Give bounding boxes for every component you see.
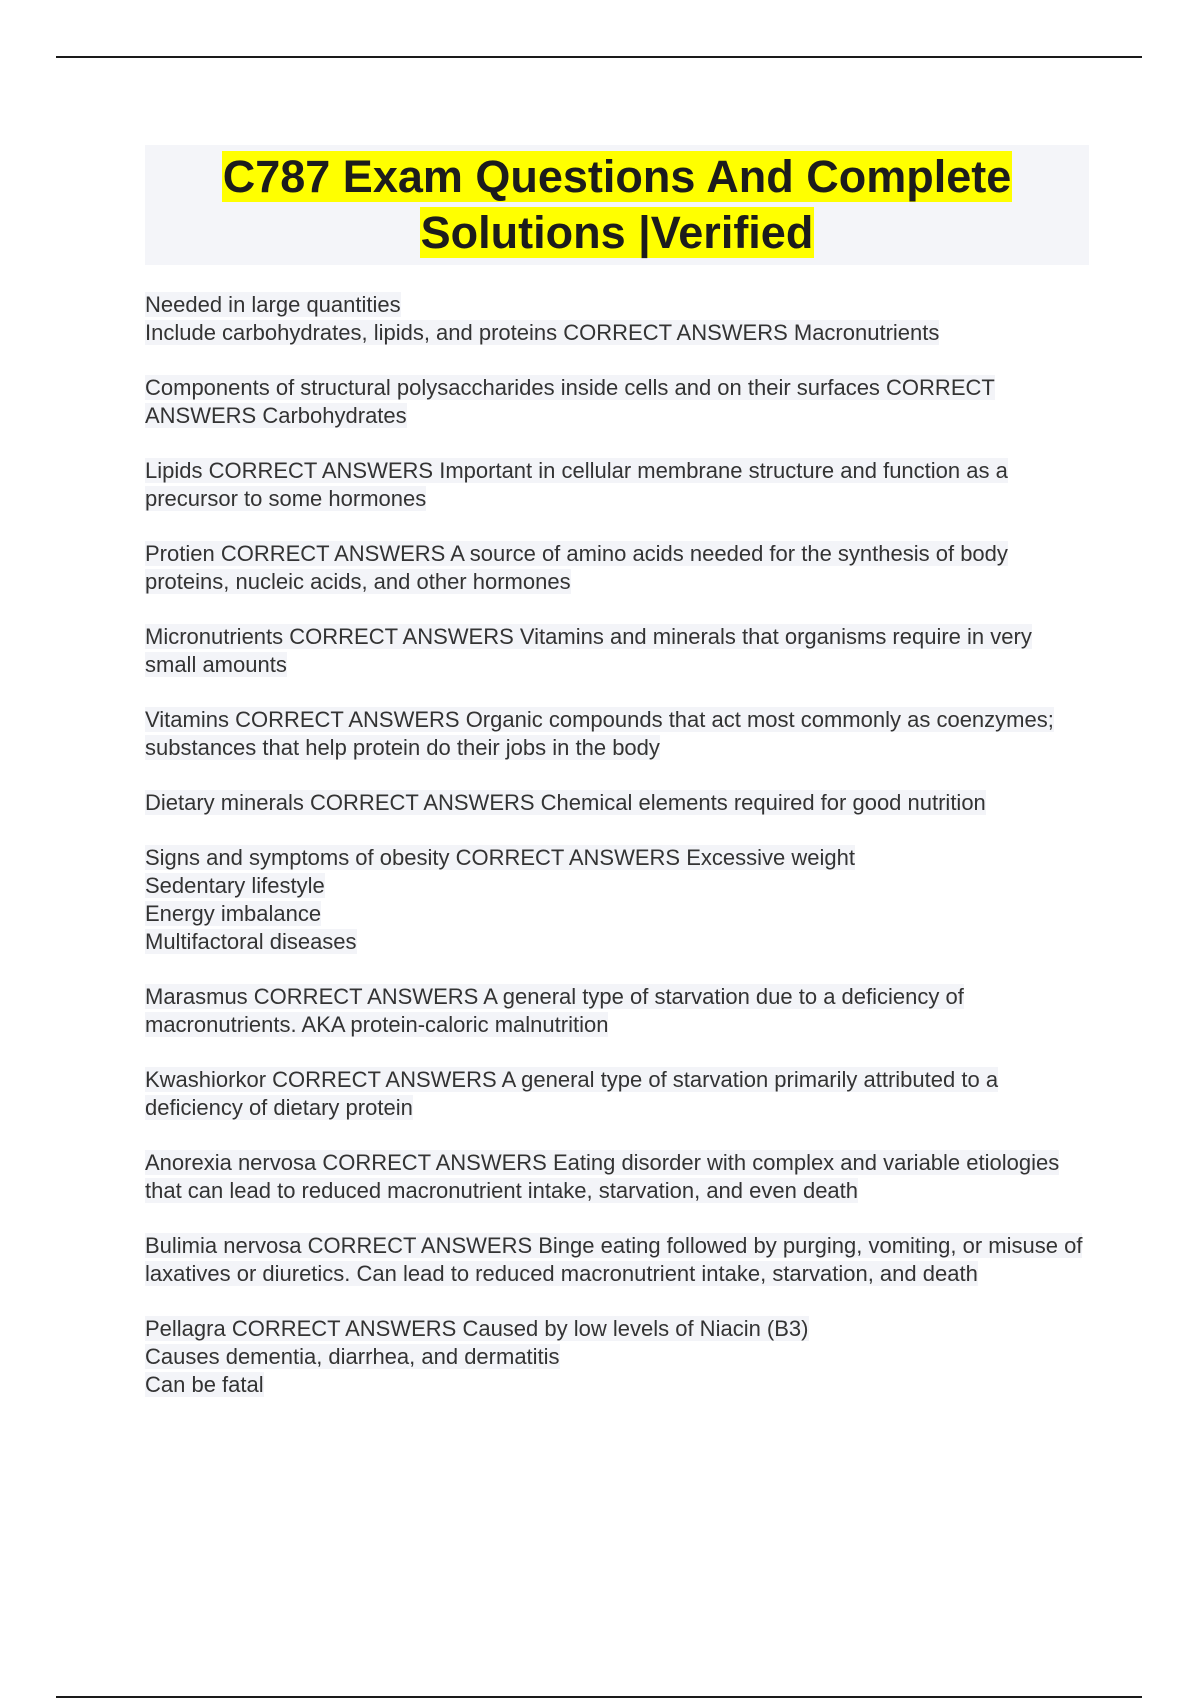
qa-entry-line xyxy=(145,1149,1089,1205)
qa-entry xyxy=(145,1066,1089,1122)
qa-entry-text: Protien CORRECT ANSWERS A source of amino acids needed for the synthesis of body proteins, nucleic acids, and other hormones xyxy=(145,541,1008,594)
qa-entry-text: Multifactoral diseases xyxy=(145,929,357,954)
qa-entry-text: Micronutrients CORRECT ANSWERS Vitamins and minerals that organisms require in very small amounts xyxy=(145,624,1032,677)
qa-entry-text: Dietary minerals CORRECT ANSWERS Chemical elements required for good nutrition xyxy=(145,790,986,815)
qa-entry-line xyxy=(145,983,1089,1039)
qa-entry-text: Components of structural polysaccharides inside cells and on their surfaces CORRECT ANSWERS Carbohydrates xyxy=(145,375,995,428)
qa-entry xyxy=(145,789,1089,817)
qa-entry-text: Vitamins CORRECT ANSWERS Organic compounds that act most commonly as coenzymes; substances that help protein do their jobs in the body xyxy=(145,707,1054,760)
qa-entry-line xyxy=(145,1343,1089,1371)
top-horizontal-rule xyxy=(56,56,1142,58)
title-line-2: Solutions |Verified xyxy=(420,207,814,258)
qa-entry-line xyxy=(145,844,1089,872)
qa-list xyxy=(145,291,1089,1399)
qa-entry-line xyxy=(145,374,1089,430)
qa-entry xyxy=(145,1149,1089,1205)
qa-entry-line xyxy=(145,928,1089,956)
qa-entry-line xyxy=(145,872,1089,900)
qa-entry xyxy=(145,983,1089,1039)
qa-entry xyxy=(145,540,1089,596)
title-block xyxy=(145,145,1089,265)
qa-entry-line xyxy=(145,291,1089,319)
qa-entry-line xyxy=(145,623,1089,679)
qa-entry-line xyxy=(145,1315,1089,1343)
qa-entry-text: Bulimia nervosa CORRECT ANSWERS Binge eating followed by purging, vomiting, or misuse of laxatives or diuretics. Can lead to reduced macronutrient intake, starvation, and death xyxy=(145,1233,1083,1286)
qa-entry-line xyxy=(145,540,1089,596)
qa-entry-text: Can be fatal xyxy=(145,1372,264,1397)
qa-entry-line xyxy=(145,789,1089,817)
qa-entry xyxy=(145,1232,1089,1288)
qa-entry-text: Pellagra CORRECT ANSWERS Caused by low levels of Niacin (B3) xyxy=(145,1316,809,1341)
qa-entry-text: Include carbohydrates, lipids, and proteins CORRECT ANSWERS Macronutrients xyxy=(145,320,940,345)
bottom-horizontal-rule xyxy=(56,1696,1142,1698)
qa-entry-line xyxy=(145,900,1089,928)
qa-entry-line xyxy=(145,706,1089,762)
document-page xyxy=(145,145,1089,1426)
qa-entry xyxy=(145,457,1089,513)
qa-entry-line xyxy=(145,1371,1089,1399)
document-title xyxy=(145,149,1089,261)
qa-entry-text: Needed in large quantities xyxy=(145,292,401,317)
qa-entry xyxy=(145,706,1089,762)
qa-entry xyxy=(145,844,1089,956)
qa-entry-text: Signs and symptoms of obesity CORRECT ANSWERS Excessive weight xyxy=(145,845,855,870)
qa-entry xyxy=(145,374,1089,430)
qa-entry-line xyxy=(145,1232,1089,1288)
qa-entry-line xyxy=(145,457,1089,513)
qa-entry-text: Anorexia nervosa CORRECT ANSWERS Eating disorder with complex and variable etiologies that can lead to reduced macronutrient intake, starvation, and even death xyxy=(145,1150,1060,1203)
qa-entry-text: Energy imbalance xyxy=(145,901,322,926)
qa-entry xyxy=(145,291,1089,347)
qa-entry-text: Kwashiorkor CORRECT ANSWERS A general type of starvation primarily attributed to a deficiency of dietary protein xyxy=(145,1067,999,1120)
qa-entry-line xyxy=(145,319,1089,347)
qa-entry-text: Lipids CORRECT ANSWERS Important in cellular membrane structure and function as a precursor to some hormones xyxy=(145,458,1008,511)
qa-entry-text: Causes dementia, diarrhea, and dermatitis xyxy=(145,1344,560,1369)
qa-entry xyxy=(145,623,1089,679)
qa-entry-text: Marasmus CORRECT ANSWERS A general type of starvation due to a deficiency of macronutrients. AKA protein-caloric malnutrition xyxy=(145,984,964,1037)
qa-entry-text: Sedentary lifestyle xyxy=(145,873,325,898)
qa-entry xyxy=(145,1315,1089,1399)
qa-entry-line xyxy=(145,1066,1089,1122)
title-line-1: C787 Exam Questions And Complete xyxy=(222,151,1012,202)
